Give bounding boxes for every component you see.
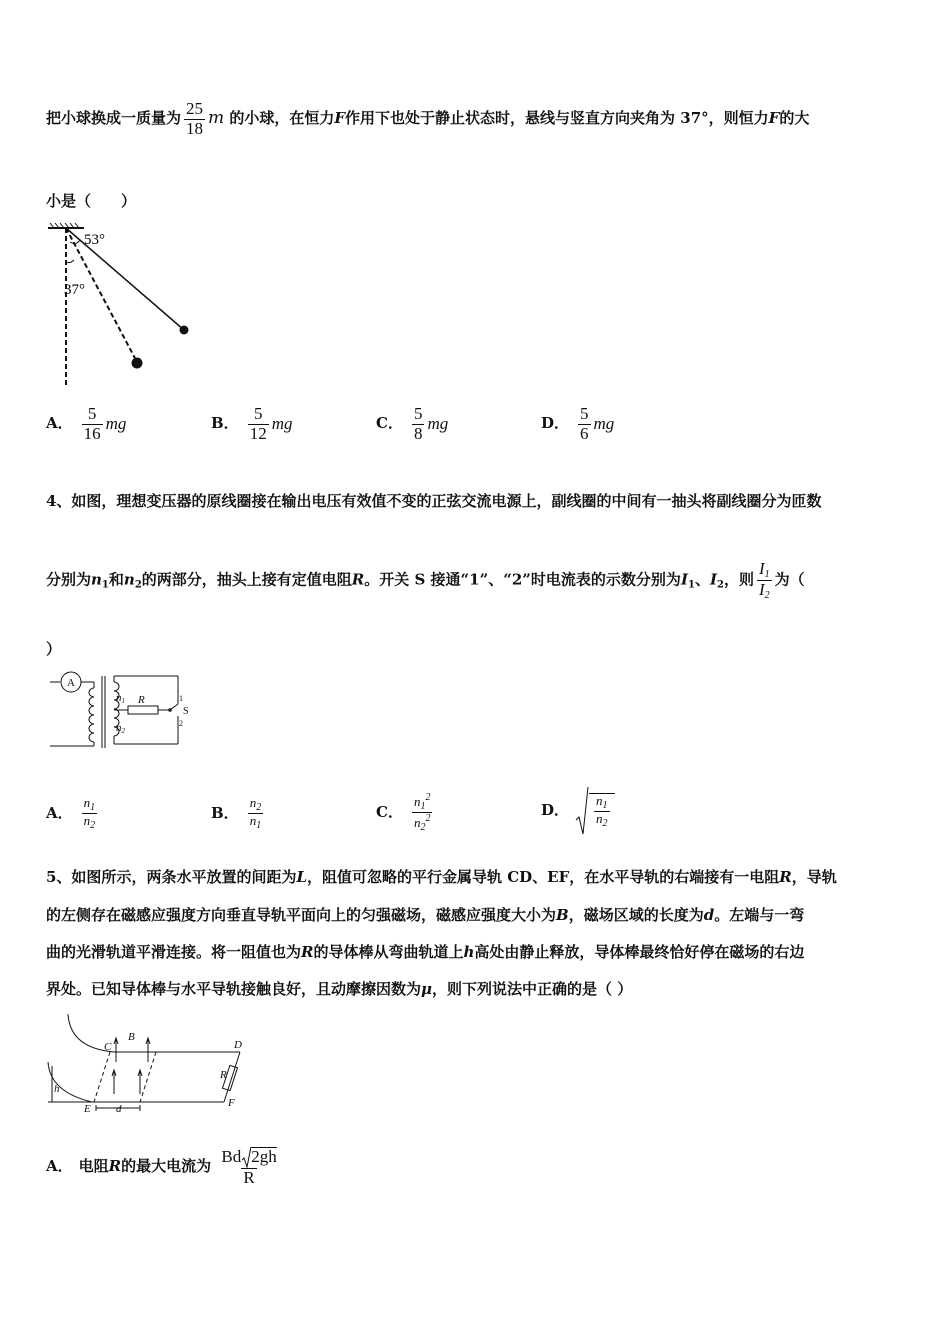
option-letter: B． xyxy=(211,414,239,433)
coil-n2-sub: 2 xyxy=(121,727,125,735)
q3-text-b: 的小球，在恒力 xyxy=(229,109,335,128)
sqrt-expression xyxy=(575,786,615,836)
option-letter: A． xyxy=(46,1156,73,1175)
n2-var: n xyxy=(123,570,135,589)
q5-stem-line4 xyxy=(46,978,632,999)
q3-option-b[interactable] xyxy=(211,405,292,443)
force-var: F xyxy=(334,109,346,128)
frac-den: 6 xyxy=(580,423,589,443)
i1-var: I xyxy=(680,570,688,589)
q4-text-c: 。开关 S 接通“1”、“2”时电流表的示数分别为 xyxy=(364,570,681,589)
d-var: d xyxy=(703,906,715,924)
option-letter: D． xyxy=(541,801,570,819)
q5-option-a[interactable] xyxy=(46,1146,282,1188)
frac-num: 5 xyxy=(413,404,423,423)
terminal-1: 1 xyxy=(179,694,183,703)
frac-num xyxy=(412,792,433,812)
q3-text-a: 把小球换成一质量为 xyxy=(46,109,182,128)
q5-text-k: ，则下列说法中正确的是（ ） xyxy=(432,980,633,998)
label-d-len: d xyxy=(116,1103,122,1115)
i2-sub: 2 xyxy=(716,579,724,591)
option-fraction xyxy=(248,405,269,443)
frac-den: 16 xyxy=(83,423,101,443)
angle-37-label: 37° xyxy=(64,282,85,298)
radicand xyxy=(589,793,615,829)
pendulum-diagram xyxy=(44,222,204,390)
i2-var: I xyxy=(709,570,717,589)
q4-text-b: 的两部分，抽头上接有定值电阻 xyxy=(141,570,352,589)
label-f: F xyxy=(228,1097,235,1109)
r-var: R xyxy=(779,868,792,886)
q3-text-d: 的大 xyxy=(779,109,810,128)
coil-n2-label xyxy=(116,722,126,735)
frac-num-sub: 1 xyxy=(90,802,96,813)
frac-den-sub: 2 xyxy=(420,822,426,833)
option-letter: C． xyxy=(376,414,403,433)
q5-text-h: 的导体棒从弯曲轨道上 xyxy=(313,943,464,961)
option-text-b: 的最大电流为 xyxy=(121,1156,212,1175)
num-radicand: 2gh xyxy=(251,1147,277,1167)
r-var-2: R xyxy=(301,943,314,961)
frac-num xyxy=(248,796,264,813)
frac-num-sub: 1 xyxy=(764,569,770,580)
frac-num-var: n xyxy=(249,795,257,810)
frac-den: 12 xyxy=(249,423,267,443)
option-letter: A． xyxy=(46,414,73,433)
option-letter: A． xyxy=(46,803,73,822)
mass-var: m xyxy=(208,108,225,129)
q4-stem-line3 xyxy=(46,638,61,659)
unit-mg: mg xyxy=(271,414,293,434)
frac-den-var: n xyxy=(83,813,91,828)
frac-den-sub: 2 xyxy=(602,818,608,829)
frac-den: 18 xyxy=(186,118,204,138)
n1-var: n xyxy=(91,570,102,589)
frac-num xyxy=(594,794,610,811)
label-r: R xyxy=(220,1069,227,1081)
frac-den-sub: 1 xyxy=(256,820,262,831)
resistor-label: R xyxy=(138,694,145,706)
q3-stem-line1 xyxy=(46,100,809,138)
r-var: R xyxy=(351,570,365,589)
q4-option-c[interactable] xyxy=(376,792,435,833)
option-fraction xyxy=(82,796,98,831)
terminal-2: 2 xyxy=(179,719,183,728)
q4-text-e: 为（ xyxy=(774,570,805,589)
q4-sep: 、 xyxy=(694,570,710,589)
frac-den xyxy=(412,812,433,833)
option-fraction xyxy=(412,405,425,443)
ammeter-label: A xyxy=(67,677,75,689)
frac-num: 5 xyxy=(253,404,263,423)
coil-n1-var: n xyxy=(116,692,122,704)
frac-num-sub: 2 xyxy=(256,802,262,813)
mu-var: μ xyxy=(421,980,432,998)
b-var: B xyxy=(556,906,569,924)
current-ratio xyxy=(757,560,772,601)
q3-option-c[interactable] xyxy=(376,405,448,443)
frac-den xyxy=(82,813,98,831)
option-fraction xyxy=(248,796,264,831)
frac-den-var: I xyxy=(758,580,765,599)
frac-den xyxy=(594,811,610,829)
q5-text-j: 界处。已知导体棒与水平导轨接触良好，且动摩擦因数为 xyxy=(46,980,422,998)
frac-num: 25 xyxy=(186,99,204,118)
label-d: D xyxy=(234,1039,242,1051)
unit-mg: mg xyxy=(593,414,615,434)
frac-den-sub: 2 xyxy=(90,820,96,831)
rail-diagram xyxy=(44,1012,254,1120)
mass-fraction xyxy=(184,100,205,138)
q3-option-d[interactable] xyxy=(541,405,614,443)
q4-text-d: ，则 xyxy=(723,570,754,589)
label-c: C xyxy=(104,1041,112,1053)
q4-text-line1: 4、如图，理想变压器的原线圈接在输出电压有效值不变的正弦交流电源上，副线圈的中间有一抽头将副线圈分为匝数 xyxy=(46,492,822,510)
frac-num-sub: 1 xyxy=(420,801,426,812)
q5-text-i: 高处由静止释放，导体棒最终恰好停在磁场的右边 xyxy=(474,943,805,961)
option-letter: C． xyxy=(376,802,403,821)
q4-text-a: 分别为 xyxy=(46,570,92,589)
option-fraction xyxy=(82,405,103,443)
q5-text-f: 。左端与一弯 xyxy=(714,906,805,924)
angle-53-label: 53° xyxy=(84,232,105,248)
q5-text-d: 的左侧存在磁感应强度方向垂直导轨平面向上的匀强磁场，磁感应强度大小为 xyxy=(46,906,557,924)
q3-text-c: 作用下也处于静止状态时，悬线与竖直方向夹角为 37°，则恒力 xyxy=(345,109,769,128)
q4-option-d[interactable] xyxy=(541,786,615,836)
q4-and: 和 xyxy=(108,570,124,589)
option-letter: B． xyxy=(211,803,239,822)
q5-text-e: ，磁场区域的长度为 xyxy=(568,906,704,924)
frac-num-var: n xyxy=(596,793,603,808)
coil-n1-sub: 1 xyxy=(121,697,125,705)
max-current-fraction xyxy=(219,1146,278,1188)
q3-text-line2: 小是（ ） xyxy=(46,192,137,210)
radical-sign xyxy=(575,786,589,836)
q4-option-b[interactable] xyxy=(211,796,266,831)
n1-sub: 1 xyxy=(101,579,109,591)
frac-num-sup: 2 xyxy=(425,792,431,803)
q3-option-a[interactable] xyxy=(46,405,126,443)
label-e: E xyxy=(84,1103,91,1115)
coil-n2-var: n xyxy=(116,722,122,734)
frac-den-var: n xyxy=(413,815,421,830)
q4-stem-line1 xyxy=(46,490,821,511)
n2-sub: 2 xyxy=(134,579,142,591)
unit-mg: mg xyxy=(427,414,449,434)
frac-num: 5 xyxy=(87,404,97,423)
frac-num-sub: 1 xyxy=(602,800,608,811)
switch-label: S xyxy=(183,706,189,717)
ball-right xyxy=(180,326,189,335)
transformer-diagram xyxy=(46,664,196,750)
r-var: R xyxy=(108,1156,122,1175)
frac-den xyxy=(757,580,772,601)
label-b: B xyxy=(128,1031,135,1043)
option-letter: D． xyxy=(541,414,570,433)
frac-num-var: I xyxy=(758,559,765,578)
q3-stem-line2 xyxy=(46,190,136,211)
frac-num: 5 xyxy=(580,404,589,423)
frac-num xyxy=(82,796,98,813)
i1-sub: 1 xyxy=(687,579,695,591)
frac-num xyxy=(757,560,772,580)
frac-den-var: n xyxy=(249,813,257,828)
frac-den-sub: 2 xyxy=(764,590,770,601)
q4-stem-line2 xyxy=(46,560,805,601)
force-var-2: F xyxy=(768,109,780,128)
num-bd: Bd xyxy=(221,1146,242,1166)
radical-sign xyxy=(241,1146,251,1168)
frac-num-var: n xyxy=(413,794,421,809)
q5-text-c: ，导轨 xyxy=(791,868,837,886)
frac-den: R xyxy=(243,1168,255,1187)
frac-den: 8 xyxy=(413,423,423,443)
q5-stem-line3 xyxy=(46,941,804,962)
q4-option-a[interactable] xyxy=(46,796,100,831)
frac-den-sup: 2 xyxy=(425,813,431,824)
frac-den-var: n xyxy=(596,811,603,826)
frac-den xyxy=(248,813,264,831)
coil-n1-label xyxy=(116,692,125,705)
unit-mg: mg xyxy=(105,414,127,434)
ball-lower xyxy=(132,358,143,369)
option-fraction xyxy=(578,405,591,443)
h-var: h xyxy=(463,943,475,961)
frac-num-var: n xyxy=(83,795,91,810)
q5-text-a: 5、如图所示，两条水平放置的间距为 xyxy=(46,868,297,886)
q5-text-b: ，阻值可忽略的平行金属导轨 CD、EF，在水平导轨的右端接有一电阻 xyxy=(307,868,780,886)
q5-stem-line1 xyxy=(46,866,837,887)
option-fraction xyxy=(412,792,433,833)
q5-text-g: 曲的光滑轨道平滑连接。将一阻值也为 xyxy=(46,943,302,961)
l-var: L xyxy=(296,868,307,886)
option-text-a: 电阻 xyxy=(78,1156,109,1175)
frac-num xyxy=(219,1146,278,1168)
q5-stem-line2 xyxy=(46,904,804,925)
radicand-fraction xyxy=(594,794,610,829)
q4-text-line3: ） xyxy=(46,640,62,658)
resistor xyxy=(128,706,158,714)
label-h: h xyxy=(54,1083,60,1095)
